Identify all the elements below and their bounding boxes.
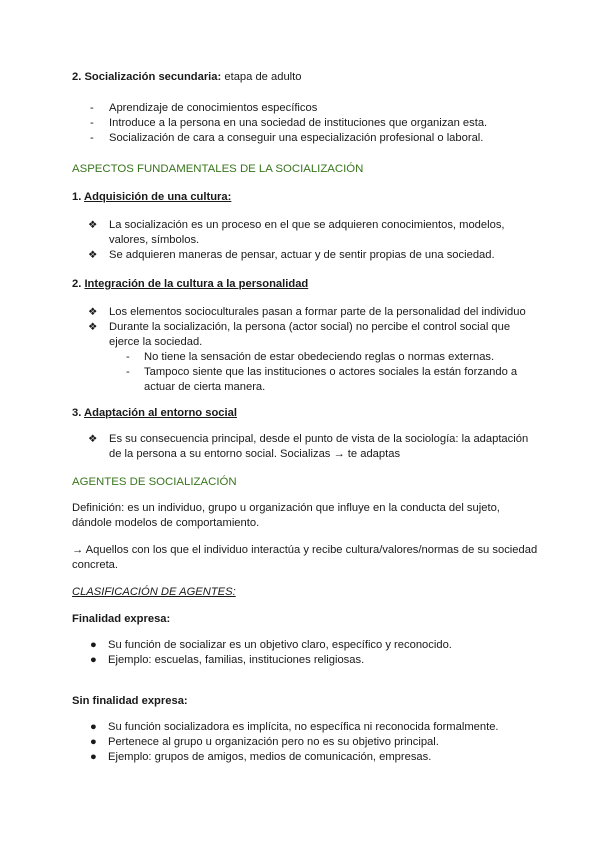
list-item: ❖ Es su consecuencia principal, desde el punto de vista de la sociología: la adaptación de la persona a su entorno social. Socializas → te adaptas xyxy=(88,433,529,460)
aquellos-paragraph: → Aquellos con los que el individuo interactúa y recibe cultura/valores/normas de su sociedad concreta. xyxy=(72,544,538,571)
list-item: - Aprendizaje de conocimientos específicos xyxy=(90,102,318,114)
diamond-bullet-icon: ❖ xyxy=(88,219,98,231)
aspecto-2-list xyxy=(72,305,540,350)
aspecto-2-sublist xyxy=(72,350,540,395)
list-item: ● Ejemplo: grupos de amigos, medios de comunicación, empresas. xyxy=(90,751,432,763)
aspecto-3-list xyxy=(72,432,540,462)
list-item: - Tampoco siente que las instituciones o actores sociales la están forzando a actuar de cierta manera. xyxy=(126,366,518,393)
list-item: ❖ Los elementos socioculturales pasan a formar parte de la personalidad del individuo xyxy=(88,306,526,318)
agentes-heading: AGENTES DE SOCIALIZACIÓN xyxy=(72,476,237,488)
bullet-icon: ● xyxy=(90,736,97,748)
list-item: - Introduce a la persona en una sociedad de instituciones que organizan esta. xyxy=(90,117,488,129)
bullet-icon: ● xyxy=(90,639,97,651)
aspectos-heading: ASPECTOS FUNDAMENTALES DE LA SOCIALIZACIÓN xyxy=(72,163,364,175)
aspecto-1-list xyxy=(72,218,540,263)
list-item: ❖ Se adquieren maneras de pensar, actuar y de sentir propias de una sociedad. xyxy=(88,249,495,261)
list-item: - No tiene la sensación de estar obedeciendo reglas o normas externas. xyxy=(126,351,495,363)
list-item: - Socialización de cara a conseguir una especialización profesional o laboral. xyxy=(90,132,484,144)
section-title: Socialización secundaria: xyxy=(84,71,222,83)
diamond-bullet-icon: ❖ xyxy=(88,321,98,333)
dash-marker: - xyxy=(90,132,94,144)
secundaria-list xyxy=(72,101,540,146)
diamond-bullet-icon: ❖ xyxy=(88,306,98,318)
finalidad-expresa-heading: Finalidad expresa: xyxy=(72,613,171,625)
diamond-bullet-icon: ❖ xyxy=(88,249,98,261)
diamond-bullet-icon: ❖ xyxy=(88,433,98,445)
list-item: ● Pertenece al grupo u organización pero no es su objetivo principal. xyxy=(90,736,439,748)
dash-marker: - xyxy=(126,366,130,378)
sin-finalidad-list xyxy=(72,720,540,765)
dash-marker: - xyxy=(90,102,94,114)
list-item: ● Ejemplo: escuelas, familias, instituciones religiosas. xyxy=(90,654,365,666)
section-number: 2. xyxy=(72,71,82,83)
list-item: ● Su función socializadora es implícita, no específica ni reconocida formalmente. xyxy=(90,721,499,733)
list-item: ● Su función de socializar es un objetivo claro, específico y reconocido. xyxy=(90,639,452,651)
dash-marker: - xyxy=(126,351,130,363)
bullet-icon: ● xyxy=(90,721,97,733)
bullet-icon: ● xyxy=(90,654,97,666)
section-secundaria-heading xyxy=(72,70,540,85)
clasificacion-heading: CLASIFICACIÓN DE AGENTES: xyxy=(72,586,236,598)
finalidad-expresa-list xyxy=(72,638,540,668)
sin-finalidad-heading: Sin finalidad expresa: xyxy=(72,695,188,707)
list-item: ❖ La socialización es un proceso en el que se adquieren conocimientos, modelos, valores, símbolos. xyxy=(88,219,505,246)
aspecto-1-heading: 1. Adquisición de una cultura: xyxy=(72,191,232,203)
aspecto-3-heading: 3. Adaptación al entorno social xyxy=(72,407,237,419)
bullet-icon: ● xyxy=(90,751,97,763)
definicion-paragraph: Definición: es un individuo, grupo u organización que influye en la conducta del sujeto, dándole modelos de comportamiento. xyxy=(72,502,500,529)
section-subtitle: etapa de adulto xyxy=(221,71,302,83)
aspecto-2-heading: 2. Integración de la cultura a la personalidad xyxy=(72,278,309,290)
list-item: ❖ Durante la socialización, la persona (actor social) no percibe el control social que ejerce la sociedad. xyxy=(88,321,511,348)
dash-marker: - xyxy=(90,117,94,129)
